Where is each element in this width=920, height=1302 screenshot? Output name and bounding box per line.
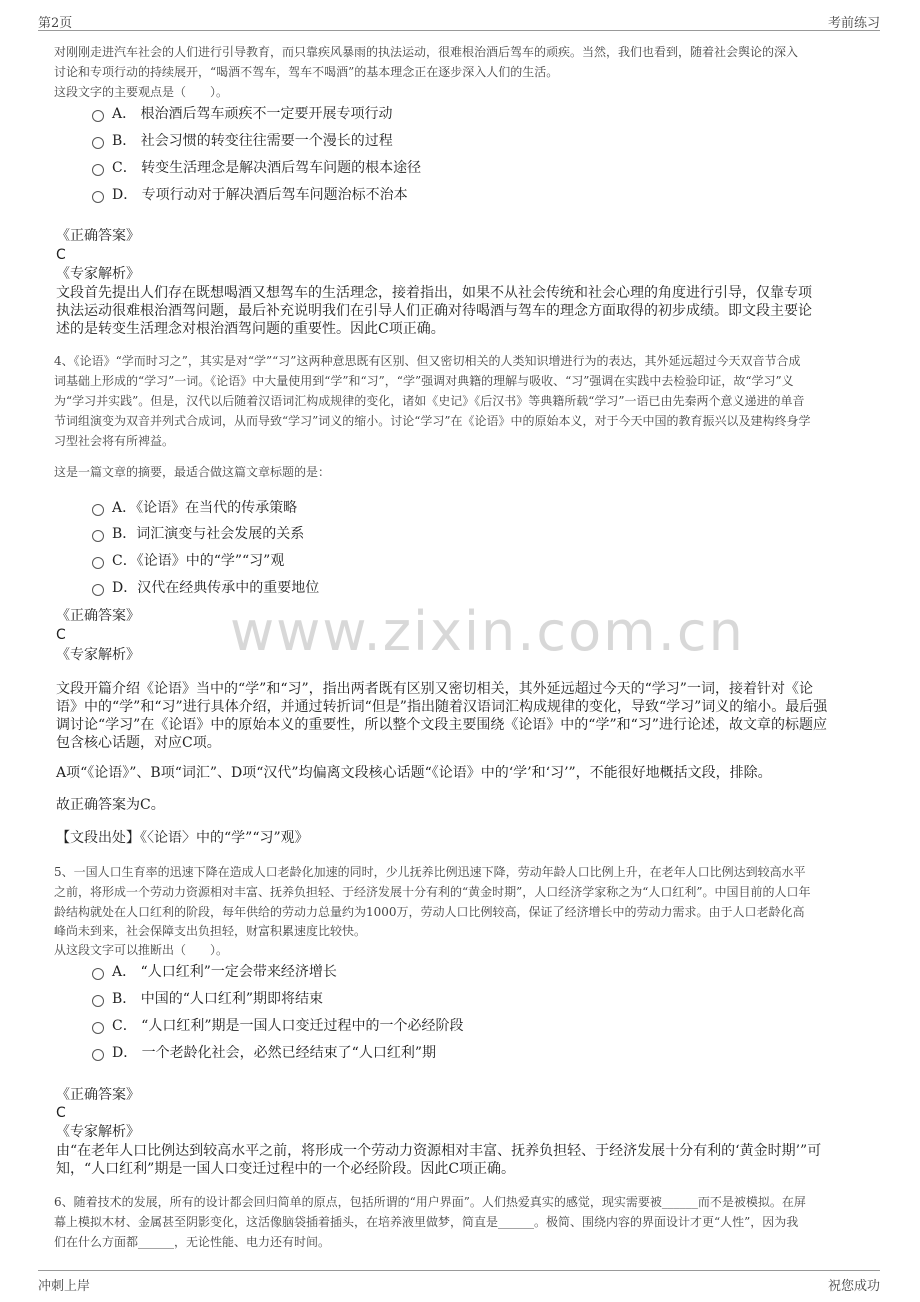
q5-option-a[interactable]: A． “人口红利”一定会带来经济增长 xyxy=(92,962,337,982)
q3-option-a[interactable]: A． 根治酒后驾车顽疾不一定要开展专项行动 xyxy=(92,104,393,124)
radio-icon[interactable] xyxy=(92,1049,104,1061)
q4-option-b[interactable]: B．词汇演变与社会发展的关系 xyxy=(92,524,304,544)
q3-answer: C xyxy=(56,247,66,263)
q3-answer-label: 《正确答案》 xyxy=(56,228,140,244)
q4-passage-line-2: 词基础上形成的“学习”一词。《论语》中大量使用到“学”和“习”，“学”强调对典籍的理解与吸收、“习”强调在实践中去检验印证，故“学习”义 xyxy=(54,374,794,388)
q3-stem: 这段文字的主要观点是（ ）。 xyxy=(54,85,229,99)
q4-answer-label: 《正确答案》 xyxy=(56,608,140,624)
q3-option-d[interactable]: D． 专项行动对于解决酒后驾车问题治标不治本 xyxy=(92,185,408,205)
q3-analysis-label: 《专家解析》 xyxy=(56,266,140,282)
q4-analysis-label: 《专家解析》 xyxy=(56,647,140,663)
q5-passage-line-1: 5、一国人口生育率的迅速下降在造成人口老龄化加速的同时，少儿抚养比例迅速下降，劳动年龄人口比例上升，在老年人口比例达到较高水平 xyxy=(54,865,806,879)
q5-option-d[interactable]: D． 一个老龄化社会，必然已经结束了“人口红利”期 xyxy=(92,1043,436,1063)
q4-option-a[interactable]: A．《论语》在当代的传承策略 xyxy=(92,498,297,518)
q4-analysis-line-4: 包含核心话题，对应C项。 xyxy=(56,735,221,751)
q3-passage-line-1: 对刚刚走进汽车社会的人们进行引导教育，而只靠疾风暴雨的执法运动，很难根治酒后驾车的顽疾。当然，我们也看到，随着社会舆论的深入 xyxy=(54,45,799,59)
q6-passage-line-3: 们在什么方面都______，无论性能、电力还有时间。 xyxy=(54,1235,331,1249)
radio-icon[interactable] xyxy=(92,191,104,203)
page-number: 第2页 xyxy=(38,16,73,31)
q3-analysis-line-2: 执法运动很难根治酒驾问题，最后补充说明我们在引导人们正确对待喝酒与驾车的理念方面取得的初步成绩。即文段主要论 xyxy=(56,303,812,319)
radio-icon[interactable] xyxy=(92,557,104,569)
q4-option-c[interactable]: C．《论语》中的“学”“习”观 xyxy=(92,551,284,571)
q4-source: 【文段出处】《〈论语〉中的“学”“习”观》 xyxy=(56,830,309,846)
radio-icon[interactable] xyxy=(92,504,104,516)
footer-right-text: 祝您成功 xyxy=(827,1279,880,1294)
q6-passage-line-1: 6、随着技术的发展，所有的设计都会回归简单的原点，包括所谓的“用户界面”。人们热爱真实的感觉，现实需要被______而不是被模拟。在屏 xyxy=(54,1195,806,1209)
q5-option-c[interactable]: C． “人口红利”期是一国人口变迁过程中的一个必经阶段 xyxy=(92,1016,463,1036)
radio-icon[interactable] xyxy=(92,110,104,122)
q4-stem: 这是一篇文章的摘要，最适合做这篇文章标题的是： xyxy=(54,465,331,479)
q4-analysis-line-1: 文段开篇介绍《论语》当中的“学”和“习”，指出两者既有区别又密切相关，其外延远超过今天的“学习”一词，接着针对《论 xyxy=(56,681,813,697)
q3-analysis-line-3: 述的是转变生活理念对根治酒驾问题的重要性。因此C项正确。 xyxy=(56,321,445,337)
q4-passage-line-5: 习型社会将有所裨益。 xyxy=(54,434,175,448)
q3-option-b[interactable]: B． 社会习惯的转变往往需要一个漫长的过程 xyxy=(92,131,393,151)
radio-icon[interactable] xyxy=(92,968,104,980)
q5-option-b[interactable]: B． 中国的“人口红利”期即将结束 xyxy=(92,989,323,1009)
footer-left-text: 冲刺上岸 xyxy=(38,1279,91,1294)
q4-passage-line-3: 为“学习并实践”。但是，汉代以后随着汉语词汇构成规律的变化，诸如《史记》《后汉书》等典籍所载“学习”一语已由先秦两个意义递进的单音 xyxy=(54,394,805,408)
q4-analysis-paragraph-2: A项“《论语》”、B项“词汇”、D项“汉代”均偏离文段核心话题“《论语》中的‘学’和‘习’”，不能很好地概括文段，排除。 xyxy=(56,765,772,781)
q4-analysis-paragraph-3: 故正确答案为C。 xyxy=(56,797,165,813)
q5-analysis-label: 《专家解析》 xyxy=(56,1124,140,1140)
q3-analysis-line-1: 文段首先提出人们存在既想喝酒又想驾车的生活理念，接着指出，如果不从社会传统和社会心理的角度进行引导，仅靠专项 xyxy=(56,285,812,301)
q5-passage-line-3: 龄结构就处在人口红利的阶段，每年供给的劳动力总量约为1000万，劳动人口比例较高，保证了经济增长中的劳动力需求。由于人口老龄化高 xyxy=(54,905,805,919)
radio-icon[interactable] xyxy=(92,530,104,542)
q4-answer: C xyxy=(56,627,66,643)
q4-analysis-line-3: 调讨论“学习”在《论语》中的原始本义的重要性，所以整个文段主要围绕《论语》中的“学”和“习”进行论述，故文章的标题应 xyxy=(56,717,827,733)
q4-passage-line-1: 4、《论语》“学而时习之”，其实是对“学”“习”这两种意思既有区别、但又密切相关的人类知识增进行为的表达，其外延远超过今天双音节合成 xyxy=(54,354,801,368)
q5-passage-line-2: 之前，将形成一个劳动力资源相对丰富、抚养负担轻、于经济发展十分有利的“黄金时期”，人口经济学家称之为“人口红利”。中国目前的人口年 xyxy=(54,885,811,899)
page-header xyxy=(38,8,880,31)
q5-analysis-line-2: 知，“人口红利”期是一国人口变迁过程中的一个必经阶段。因此C项正确。 xyxy=(56,1161,516,1177)
watermark: www.zixin.com.cn xyxy=(230,600,745,663)
q5-answer-label: 《正确答案》 xyxy=(56,1087,140,1103)
q6-passage-line-2: 幕上模拟木材、金属甚至阴影变化，这活像脑袋插着插头，在培养液里做梦，简直是______。极简、围绕内容的界面设计才更“人性”，因为我 xyxy=(54,1215,799,1229)
header-title: 考前练习 xyxy=(827,16,880,31)
q5-analysis-line-1: 由“在老年人口比例达到较高水平之前，将形成一个劳动力资源相对丰富、抚养负担轻、于经济发展十分有利的‘黄金时期’”可 xyxy=(56,1143,822,1159)
page-footer xyxy=(38,1270,880,1295)
q5-answer: C xyxy=(56,1105,66,1121)
q3-passage-line-2: 讨论和专项行动的持续展开，“喝酒不驾车，驾车不喝酒”的基本理念正在逐步深入人们的生活。 xyxy=(54,65,559,79)
q5-passage-line-4: 峰尚未到来，社会保障支出负担轻，财富积累速度比较快。 xyxy=(54,924,367,938)
radio-icon[interactable] xyxy=(92,137,104,149)
radio-icon[interactable] xyxy=(92,164,104,176)
radio-icon[interactable] xyxy=(92,995,104,1007)
q4-option-d[interactable]: D．汉代在经典传承中的重要地位 xyxy=(92,578,319,598)
radio-icon[interactable] xyxy=(92,584,104,596)
q4-passage-line-4: 节词组演变为双音并列式合成词，从而导致“学习”词义的缩小。讨论“学习”在《论语》中的原始本义，对于今天中国的教育振兴以及建构终身学 xyxy=(54,414,811,428)
q3-option-c[interactable]: C． 转变生活理念是解决酒后驾车问题的根本途径 xyxy=(92,158,421,178)
radio-icon[interactable] xyxy=(92,1022,104,1034)
q5-stem: 从这段文字可以推断出（ ）。 xyxy=(54,943,229,957)
q4-analysis-line-2: 语》中的“学”和“习”进行具体介绍，并通过转折词“但是”指出随着汉语词汇构成规律的变化，导致“学习”词义的缩小。最后强 xyxy=(56,699,828,715)
